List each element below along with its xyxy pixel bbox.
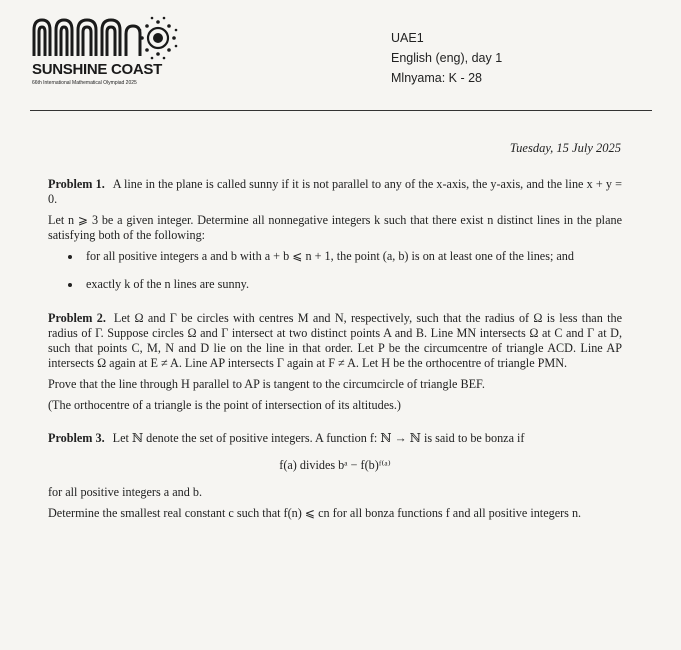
problem-3-definition: Let ℕ denote the set of positive integers. A function f: ℕ → ℕ is said to be bonza if — [112, 431, 525, 445]
problem-2-title: Problem 2. — [48, 311, 106, 325]
problem-3-title: Problem 3. — [48, 431, 105, 445]
paper-language-day: English (eng), day 1 — [391, 51, 503, 65]
problem-1-statement — [48, 177, 622, 207]
sunshine-coast-emblem-icon — [30, 14, 190, 62]
imo-logo — [30, 14, 190, 88]
problems-body — [48, 177, 622, 521]
problem-1-question: Let n ⩾ 3 be a given integer. Determine all nonnegative integers k such that there exist n distinct lines in the plane satisfying both of the following: — [48, 213, 622, 242]
logo-tagline: 66th International Mathematical Olympiad 2025 — [32, 80, 137, 86]
problem-1-conditions — [48, 249, 622, 292]
problem-1-title: Problem 1. — [48, 177, 105, 191]
problem-1-condition-2: • exactly k of the n lines are sunny. — [82, 277, 622, 292]
problem-2-task: Prove that the line through H parallel to AP is tangent to the circumcircle of triangle BEF. — [48, 377, 485, 391]
logo-name: SUNSHINE COAST — [32, 61, 162, 78]
problem-1-condition-1: • for all positive integers a and b with a + b ⩽ n + 1, the point (a, b) is on at least one of the lines; and — [82, 249, 622, 264]
problem-1-definition: A line in the plane is called sunny if it is not parallel to any of the x-axis, the y-axis, and the line x + y = 0. — [48, 177, 622, 206]
problem-2-note: (The orthocentre of a triangle is the point of intersection of its altitudes.) — [48, 398, 401, 412]
problem-2-setup: Let Ω and Γ be circles with centres M and N, respectively, such that the radius of Ω is less than the radius of Γ. Suppose circles Ω and Γ intersect at two distinct points A and B. Line MN intersects Ω at C and Γ at D, such that points C, M, N and D lie on the line in that order. Let P be the circumcentre of triangle ACD. Line AP intersects Ω again at E ≠ A. Line AP intersects Γ again at F ≠ A. Let H be the orthocentre of triangle PMN. — [48, 311, 622, 370]
contestant-info — [391, 28, 502, 88]
header-divider — [30, 110, 652, 111]
problem-2-statement — [48, 311, 622, 371]
problem-3-statement — [48, 431, 622, 446]
contestant-name: Mlnyama: K - 28 — [391, 71, 483, 85]
problem-3-quantifier: for all positive integers a and b. — [48, 485, 202, 499]
contestant-code: UAE1 — [391, 31, 424, 45]
problem-3-formula: f(a) divides bᵃ − f(b)ᶠ⁽ᵃ⁾ — [279, 458, 391, 472]
exam-date: Tuesday, 15 July 2025 — [509, 141, 621, 155]
problem-3-question: Determine the smallest real constant c such that f(n) ⩽ cn for all bonza functions f and all positive integers n. — [48, 506, 582, 520]
